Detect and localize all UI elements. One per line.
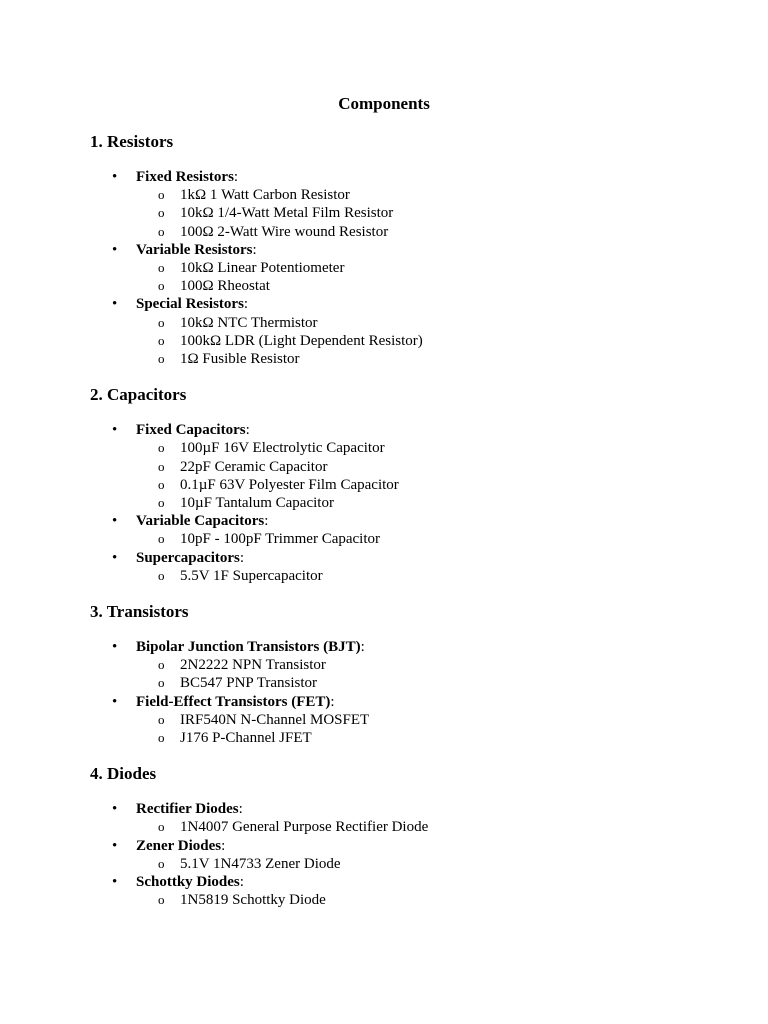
component-text: 10µF Tantalum Capacitor <box>180 495 334 512</box>
component-item <box>90 277 730 295</box>
category-colon: : <box>264 513 269 530</box>
category-name: Fixed Capacitors <box>136 422 246 439</box>
component-list <box>136 186 730 241</box>
component-text: 10kΩ NTC Thermistor <box>180 314 318 331</box>
component-item <box>90 332 730 350</box>
component-text: 10pF - 100pF Trimmer Capacitor <box>180 531 381 548</box>
bullet-circle-icon: o <box>158 567 165 583</box>
category-colon: : <box>330 693 335 710</box>
category-colon: : <box>239 874 244 891</box>
category-colon: : <box>239 549 245 566</box>
component-text: BC547 PNP Transistor <box>180 675 317 692</box>
component-item <box>90 350 730 368</box>
bullet-circle-icon: o <box>158 314 165 330</box>
bullet-circle-icon: o <box>158 476 165 492</box>
category-colon: : <box>252 241 257 258</box>
bullet-dot-icon: • <box>112 837 118 854</box>
component-list <box>136 439 730 512</box>
category-name: Variable Capacitors <box>136 513 265 530</box>
bullet-circle-icon: o <box>158 855 165 871</box>
component-text: 2N2222 NPN Transistor <box>180 657 326 674</box>
bullet-circle-icon: o <box>158 657 165 673</box>
bullet-circle-icon: o <box>158 440 165 456</box>
component-item <box>90 458 730 476</box>
component-list <box>136 530 730 548</box>
bullet-circle-icon: o <box>158 711 165 727</box>
category-name: Bipolar Junction Transistors (BJT) <box>136 639 361 656</box>
bullet-circle-icon: o <box>158 351 165 367</box>
component-text: 5.1V 1N4733 Zener Diode <box>180 855 341 872</box>
component-list <box>136 259 730 295</box>
component-item <box>90 530 730 548</box>
component-item <box>90 476 730 494</box>
bullet-dot-icon: • <box>112 693 118 710</box>
bullet-dot-icon: • <box>112 801 118 818</box>
component-list <box>136 656 730 692</box>
bullet-dot-icon: • <box>112 169 118 185</box>
bullet-dot-icon: • <box>112 639 118 656</box>
category-name: Special Resistors <box>136 296 244 313</box>
component-text: 1kΩ 1 Watt Carbon Resistor <box>180 187 350 204</box>
category-name: Variable Resistors <box>136 241 253 258</box>
section-heading: 4. Diodes <box>90 764 157 784</box>
category-item <box>90 549 730 585</box>
category-name: Rectifier Diodes <box>136 801 239 818</box>
bullet-dot-icon: • <box>112 874 118 891</box>
category-name: Fixed Resistors <box>136 169 234 185</box>
category-item <box>90 638 730 693</box>
component-item <box>90 186 730 204</box>
component-text: 10kΩ Linear Potentiometer <box>180 260 345 277</box>
component-item <box>90 855 730 873</box>
component-item <box>90 818 730 836</box>
category-item <box>90 873 730 909</box>
bullet-circle-icon: o <box>158 260 165 276</box>
component-item <box>90 711 730 729</box>
category-item <box>90 512 730 548</box>
component-list <box>136 818 730 836</box>
section <box>90 763 730 909</box>
category-colon: : <box>233 169 239 185</box>
component-text: 0.1µF 63V Polyester Film Capacitor <box>180 476 399 493</box>
component-item <box>90 439 730 457</box>
component-item <box>90 259 730 277</box>
component-text: 100kΩ LDR (Light Dependent Resistor) <box>180 332 423 349</box>
category-item <box>90 421 730 512</box>
component-item <box>90 729 730 747</box>
component-text: 10kΩ 1/4-Watt Metal Film Resistor <box>180 205 394 222</box>
section <box>90 601 730 747</box>
component-text: 5.5V 1F Supercapacitor <box>180 567 323 584</box>
component-item <box>90 891 730 909</box>
section-heading: 2. Capacitors <box>90 385 187 405</box>
component-list <box>136 314 730 369</box>
bullet-circle-icon: o <box>158 223 165 239</box>
document-title: Components <box>338 94 430 113</box>
section <box>90 131 730 368</box>
bullet-circle-icon: o <box>158 819 165 835</box>
category-list <box>90 800 730 909</box>
bullet-circle-icon: o <box>158 892 165 908</box>
category-name: Schottky Diodes <box>136 874 240 891</box>
component-text: IRF540N N-Channel MOSFET <box>180 711 370 728</box>
bullet-circle-icon: o <box>158 278 165 294</box>
component-text: 100Ω Rheostat <box>180 278 270 295</box>
component-text: 22pF Ceramic Capacitor <box>180 458 328 475</box>
component-list <box>136 567 730 585</box>
category-name: Supercapacitors <box>136 549 240 566</box>
component-item <box>90 567 730 585</box>
component-list <box>136 891 730 909</box>
bullet-dot-icon: • <box>112 513 118 530</box>
category-item <box>90 837 730 873</box>
category-list <box>90 421 730 585</box>
category-colon: : <box>238 801 243 818</box>
category-colon: : <box>243 296 249 313</box>
category-colon: : <box>221 837 226 854</box>
bullet-circle-icon: o <box>158 187 165 203</box>
component-item <box>90 314 730 332</box>
bullet-circle-icon: o <box>158 495 165 511</box>
category-item <box>90 168 730 241</box>
bullet-circle-icon: o <box>158 458 165 474</box>
component-text: 100Ω 2-Watt Wire wound Resistor <box>180 223 389 240</box>
component-text: 100µF 16V Electrolytic Capacitor <box>180 440 385 457</box>
component-item <box>90 494 730 512</box>
component-text: J176 P-Channel JFET <box>180 730 312 747</box>
category-name: Zener Diodes <box>136 837 222 854</box>
component-list <box>136 855 730 873</box>
bullet-circle-icon: o <box>158 730 165 746</box>
component-item <box>90 204 730 222</box>
category-name: Field-Effect Transistors (FET) <box>136 693 331 710</box>
component-text: 1N5819 Schottky Diode <box>180 892 326 909</box>
bullet-circle-icon: o <box>158 205 165 221</box>
section <box>90 384 730 585</box>
component-item <box>90 223 730 241</box>
category-list <box>90 168 730 368</box>
bullet-dot-icon: • <box>112 549 118 566</box>
category-item <box>90 295 730 368</box>
component-item <box>90 674 730 692</box>
component-text: 1N4007 General Purpose Rectifier Diode <box>180 819 429 836</box>
bullet-dot-icon: • <box>112 422 118 439</box>
bullet-circle-icon: o <box>158 332 165 348</box>
document-body <box>90 131 730 910</box>
category-item <box>90 241 730 296</box>
component-list <box>136 711 730 747</box>
bullet-dot-icon: • <box>112 296 118 313</box>
category-list <box>90 638 730 747</box>
category-item <box>90 693 730 748</box>
bullet-circle-icon: o <box>158 531 165 547</box>
category-colon: : <box>360 639 365 656</box>
bullet-dot-icon: • <box>112 241 118 258</box>
component-text: 1Ω Fusible Resistor <box>180 351 300 368</box>
category-item <box>90 800 730 836</box>
section-heading: 3. Transistors <box>90 602 189 622</box>
section-heading: 1. Resistors <box>90 132 174 151</box>
component-item <box>90 656 730 674</box>
bullet-circle-icon: o <box>158 675 165 691</box>
category-colon: : <box>245 422 250 439</box>
